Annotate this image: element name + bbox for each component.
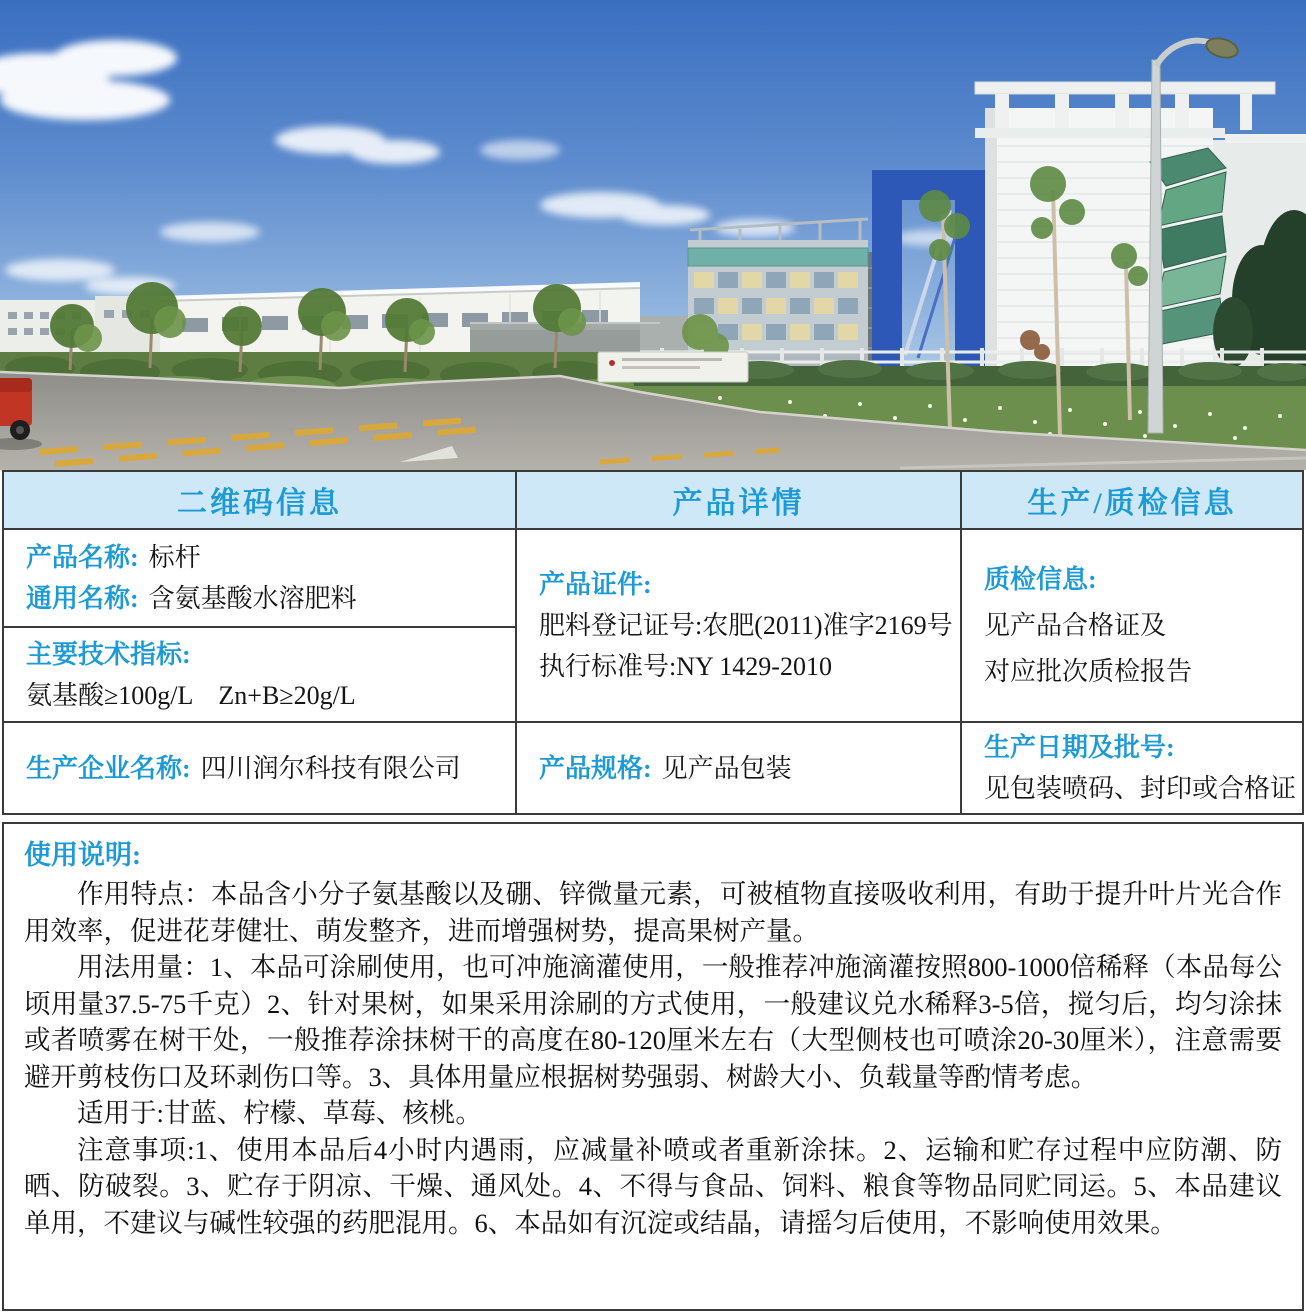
header-product-detail-label: 产品详情 [672, 487, 805, 520]
cell-certificates [517, 530, 962, 723]
product-name-label: 产品名称: [26, 543, 139, 572]
usage-notes [2, 822, 1304, 1311]
entrance-sign [598, 352, 748, 382]
cell-batch-info [962, 723, 1302, 813]
usage-paragraph-features: 作用特点：本品含小分子氨基酸以及硼、锌微量元素，可被植物直接吸收利用，有助于提升叶片光合作用效率，促进花芽健壮、萌发整齐，进而增强树势，提高果树产量。 [24, 879, 1282, 946]
usage-paragraph-dosage: 用法用量：1、本品可涂刷使用，也可冲施滴灌使用，一般推荐冲施滴灌按照800-1000倍稀释（本品每公顷用量37.5-75千克）2、针对果树，如果采用涂刷的方式使用，一般建议兑水稀释3-5倍，搅匀后，均匀涂抹或者喷雾在树干处，一般推荐涂抹树干的高度在80-120厘米左右（大型侧枝也可喷涂20-30厘米），注意需要避开剪枝伤口及环剥伤口等。3、具体用量应根据树势强弱、树龄大小、负载量等酌情考虑。 [24, 952, 1282, 1092]
usage-paragraph-precautions: 注意事项:1、使用本品后4小时内遇雨，应减量补喷或者重新涂抹。2、运输和贮存过程中应防潮、防晒、防破裂。3、贮存于阴凉、干燥、通风处。4、不得与食品、饲料、粮食等物品同贮同运。5、本品建议单用，不建议与碱性较强的药肥混用。6、本品如有沉淀或结晶，请摇匀后使用，不影响使用效果。 [24, 1134, 1282, 1238]
header-product-detail [517, 472, 962, 530]
tech-spec-label: 主要技术指标: [26, 639, 191, 669]
header-qr-info-label: 二维码信息 [177, 487, 342, 520]
header-production-qc-label: 生产/质检信息 [1027, 487, 1237, 520]
manufacturer-value: 四川润尔科技有限公司 [200, 753, 461, 783]
cert-line-2: 执行标准号:NY 1429-2010 [539, 652, 832, 681]
qc-label: 质检信息: [984, 564, 1097, 594]
batch-label: 生产日期及批号: [984, 733, 1175, 762]
cell-product-names [4, 530, 517, 628]
cell-product-spec [517, 723, 962, 813]
cert-line-1: 肥料登记证号:农肥(2011)准字2169号 [539, 611, 953, 640]
tech-spec-value: 氨基酸≥100g/L Zn+B≥20g/L [26, 680, 356, 710]
spec-label: 产品规格: [539, 753, 652, 783]
usage-paragraph-applicable-crops: 适用于:甘蓝、柠檬、草莓、核桃。 [77, 1098, 482, 1128]
product-name-value: 标杆 [148, 543, 201, 572]
generic-name-line [26, 578, 515, 619]
generic-name-value: 含氨基酸水溶肥料 [148, 584, 357, 613]
cell-tech-spec [4, 628, 517, 723]
product-info-table [2, 470, 1304, 815]
batch-line: 见包装喷码、封印或合格证 [984, 774, 1297, 803]
header-qr-info [4, 472, 517, 530]
cert-label: 产品证件: [539, 570, 652, 599]
manufacturer-label: 生产企业名称: [26, 753, 191, 783]
spec-value: 见产品包装 [661, 753, 792, 783]
header-production-qc [962, 472, 1302, 530]
product-name-line [26, 537, 515, 578]
generic-name-label: 通用名称: [26, 584, 139, 613]
site-photo [0, 0, 1306, 470]
site-photo-svg [0, 0, 1306, 470]
qc-line-2: 对应批次质检报告 [984, 656, 1193, 686]
cell-qc-info [962, 530, 1302, 723]
qc-line-1: 见产品合格证及 [984, 610, 1167, 640]
usage-notes-title: 使用说明: [24, 840, 141, 870]
cell-manufacturer [4, 723, 517, 813]
